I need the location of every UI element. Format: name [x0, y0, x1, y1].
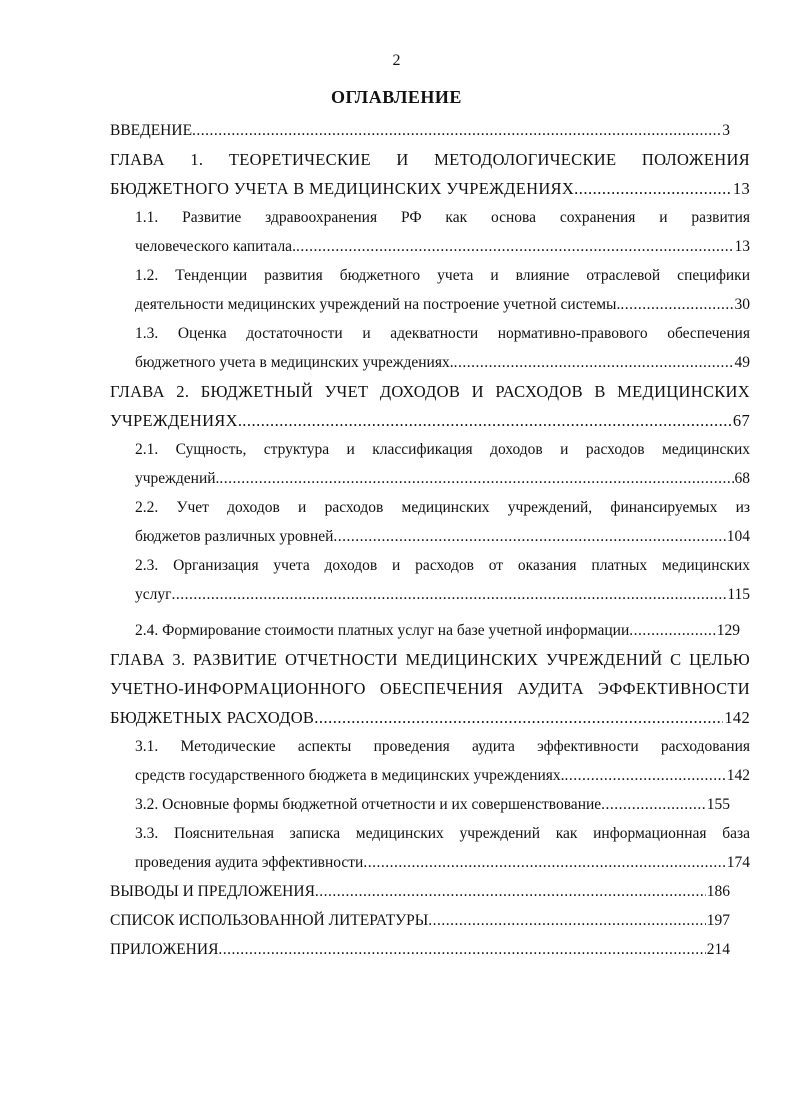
- entry-title: БЮДЖЕТНЫХ РАСХОДОВ: [110, 708, 315, 727]
- entry-page: 214: [706, 941, 730, 958]
- entry-page: 155: [706, 796, 730, 813]
- entry-title: услуг: [135, 586, 172, 603]
- entry-title: БЮДЖЕТНОГО УЧЕТА В МЕДИЦИНСКИХ УЧРЕЖДЕНИЯХ: [110, 179, 575, 198]
- entry-title-line: ГЛАВА 3. РАЗВИТИЕ ОТЧЕТНОСТИ МЕДИЦИНСКИХ УЧРЕЖДЕНИЙ С ЦЕЛЬЮ: [110, 650, 750, 669]
- entry-title-line: 1.1. Развитие здравоохранения РФ как основа сохранения и развития: [135, 209, 750, 226]
- entry-page: 142: [726, 767, 750, 784]
- entry-title-line: 2.3. Организация учета доходов и расходов от оказания платных медицинских: [135, 557, 750, 574]
- toc-entry-introduction: [110, 116, 730, 145]
- toc-entry-section-3-1: [135, 732, 750, 790]
- toc-entry-section-2-3: [135, 551, 750, 609]
- entry-title-line: ГЛАВА 1. ТЕОРЕТИЧЕСКИЕ И МЕТОДОЛОГИЧЕСКИЕ ПОЛОЖЕНИЯ: [110, 150, 750, 169]
- toc-entry-section-2-2: [135, 493, 750, 551]
- entry-page: 13: [734, 238, 750, 255]
- entry-page: 115: [727, 586, 750, 603]
- entry-title-line: 1.2. Тенденции развития бюджетного учета и влияние отраслевой специфики: [135, 267, 750, 284]
- entry-page: 197: [706, 912, 730, 929]
- entry-title: ПРИЛОЖЕНИЯ: [110, 941, 219, 958]
- entry-page: 30: [734, 296, 750, 313]
- entry-page: 3: [722, 122, 730, 139]
- entry-title-line: ГЛАВА 2. БЮДЖЕТНЫЙ УЧЕТ ДОХОДОВ И РАСХОДОВ В МЕДИЦИНСКИХ: [110, 382, 750, 401]
- entry-title: бюджетов различных уровней: [135, 528, 334, 545]
- toc-entry-section-1-1: [135, 203, 750, 261]
- toc-entry-conclusions: [110, 877, 730, 906]
- entry-page: 104: [726, 528, 750, 545]
- toc-title: ОГЛАВЛЕНИЕ: [331, 87, 462, 107]
- entry-page: 129: [716, 622, 740, 639]
- entry-title-line: УЧЕТНО-ИНФОРМАЦИОННОГО ОБЕСПЕЧЕНИЯ АУДИТА ЭФФЕКТИВНОСТИ: [110, 679, 750, 698]
- entry-title: бюджетного учета в медицинских учреждениях.: [135, 354, 454, 371]
- toc-entry-chapter-1: [110, 145, 750, 203]
- entry-page: 174: [726, 854, 750, 871]
- toc-entry-chapter-3: [110, 645, 750, 732]
- entry-title: УЧРЕЖДЕНИЯХ.: [110, 411, 243, 430]
- entry-title: человеческого капитала.: [135, 238, 296, 255]
- entry-title: ВЫВОДЫ И ПРЕДЛОЖЕНИЯ: [110, 883, 315, 900]
- entry-title-line: 1.3. Оценка достаточности и адекватности нормативно-правового обеспечения: [135, 325, 750, 342]
- toc-entry-chapter-2: [110, 377, 750, 435]
- entry-title-line: 2.2. Учет доходов и расходов медицинских учреждений, финансируемых из: [135, 499, 750, 516]
- entry-page: 49: [734, 354, 750, 371]
- entry-page: 67: [732, 411, 750, 430]
- entry-title: ВВЕДЕНИЕ: [110, 122, 193, 139]
- toc-entry-references: [110, 906, 730, 935]
- entry-title: учреждений.: [135, 470, 220, 487]
- entry-title-line: 3.3. Пояснительная записка медицинских учреждений как информационная база: [135, 825, 750, 842]
- toc-entry-section-1-2: [135, 261, 750, 319]
- entry-title-line: 2.1. Сущность, структура и классификация доходов и расходов медицинских: [135, 441, 750, 458]
- entry-title: проведения аудита эффективности: [135, 854, 364, 871]
- toc-entry-section-3-3: [135, 819, 750, 877]
- entry-title: 3.2. Основные формы бюджетной отчетности и их совершенствование: [135, 796, 602, 813]
- entry-page: 142: [724, 708, 750, 727]
- page-number: 2: [392, 52, 401, 69]
- toc-entry-section-3-2: [135, 790, 730, 819]
- entry-page: 13: [732, 179, 750, 198]
- entry-title-line: 3.1. Методические аспекты проведения аудита эффективности расходования: [135, 738, 750, 755]
- toc-entry-section-1-3: [135, 319, 750, 377]
- entry-title: средств государственного бюджета в медицинских учреждениях.: [135, 767, 565, 784]
- entry-page: 186: [706, 883, 730, 900]
- entry-title: СПИСОК ИСПОЛЬЗОВАННОЙ ЛИТЕРАТУРЫ: [110, 912, 429, 929]
- entry-title: деятельности медицинских учреждений на построение учетной системы.: [135, 296, 621, 313]
- toc-entry-appendices: [110, 935, 730, 964]
- entry-page: 68: [734, 470, 750, 487]
- entry-title: 2.4. Формирование стоимости платных услуг на базе учетной информации: [135, 622, 630, 639]
- toc-entry-section-2-4: [135, 616, 740, 645]
- toc-entry-section-2-1: [135, 435, 750, 493]
